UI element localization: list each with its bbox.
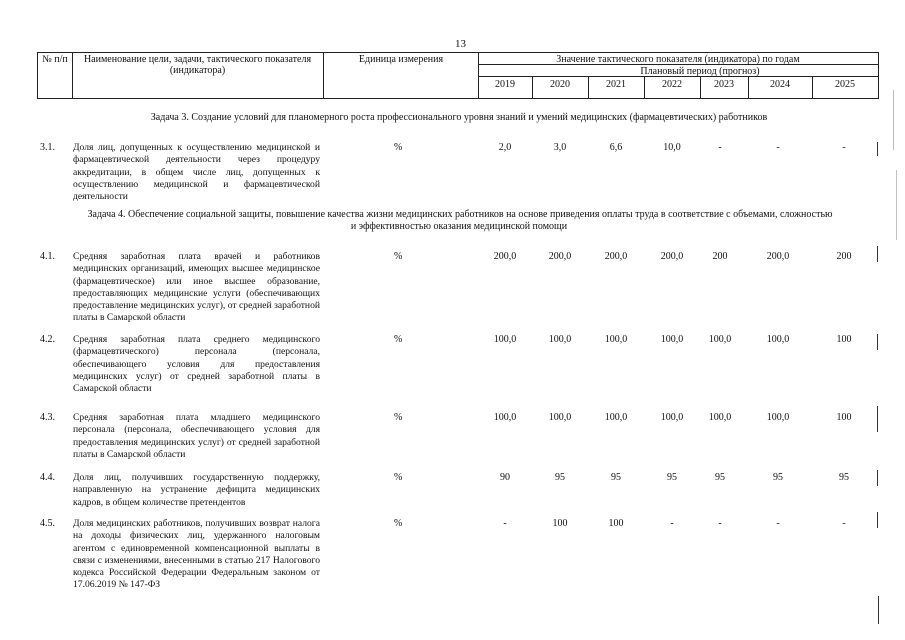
value-2023: - [718, 518, 722, 529]
year-2023: 2023 [714, 79, 734, 90]
value-2022: - [670, 518, 674, 529]
year-2024: 2024 [770, 79, 790, 90]
row-unit: % [394, 334, 403, 345]
value-2024: 95 [773, 472, 783, 483]
value-2023: - [718, 142, 722, 153]
header-values: Значение тактического показателя (индикатора) по годам [556, 54, 800, 65]
value-2023: 100,0 [708, 334, 732, 345]
row-unit: % [394, 251, 403, 262]
value-2019: 100,0 [493, 334, 517, 345]
value-2025: 100 [836, 412, 852, 423]
row-number: 4.4. [40, 472, 55, 483]
task-4-heading-line2: и эффективностью оказания медицинской помощи [350, 221, 568, 232]
year-2019: 2019 [495, 79, 515, 90]
row-indicator-name: Средняя заработная плата среднего медицинского (фармацевтического) персонала (персонала, обеспечивающего условия для предоставления медицинских услуг) от средней заработной платы в Самарской области [73, 334, 320, 395]
value-2019: - [503, 518, 507, 529]
header-unit: Единица измерения [358, 54, 444, 65]
row-indicator-name: Средняя заработная плата младшего медицинского персонала (персонала, обеспечивающего условия для предоставления медицинских услуг) от средней заработной платы в Самарской области [73, 412, 320, 460]
value-2020: 3,0 [553, 142, 567, 153]
task-4-heading-line1: Задача 4. Обеспечение социальной защиты, повышение качества жизни медицинских работников на основе приведения оплаты труда в соответствие с объемами, сложностью [87, 209, 833, 220]
value-2021: 100,0 [604, 412, 628, 423]
value-2024: - [776, 518, 780, 529]
header-num: № п/п [42, 54, 68, 65]
row-number: 4.2. [40, 334, 55, 345]
header-name: Наименование цели, задачи, тактического показателя (индикатора) [83, 54, 312, 76]
year-2020: 2020 [550, 79, 570, 90]
value-2025: - [842, 142, 846, 153]
value-2021: 100 [608, 518, 624, 529]
row-unit: % [394, 412, 403, 423]
value-2019: 90 [500, 472, 510, 483]
value-2022: 10,0 [663, 142, 681, 153]
value-2022: 100,0 [660, 412, 684, 423]
year-2025: 2025 [835, 79, 855, 90]
value-2025: - [842, 518, 846, 529]
value-2024: 100,0 [766, 334, 790, 345]
value-2019: 200,0 [493, 251, 517, 262]
value-2022: 200,0 [660, 251, 684, 262]
value-2022: 100,0 [660, 334, 684, 345]
row-indicator-name: Средняя заработная плата врачей и работников медицинских организаций, имеющих высшее медицинское (фармацевтическое) или иное высшее образование, предоставляющих медицинские услуги (обеспечивающих предоставление медицинских услуг), от средней заработной платы в Самарской области [73, 251, 320, 324]
row-indicator-name: Доля лиц, допущенных к осуществлению медицинской и фармацевтической деятельности через процедуру аккредитации, в общем числе лиц, допущенных к осуществлению медицинской и фармацевтической деятельности [73, 142, 320, 203]
year-2021: 2021 [606, 79, 626, 90]
task-3-heading: Задача 3. Создание условий для планомерного роста профессионального уровня знаний и умений медицинских (фармацевтических) работников [150, 112, 768, 123]
value-2025: 95 [839, 472, 849, 483]
value-2019: 2,0 [498, 142, 512, 153]
value-2024: 200,0 [766, 251, 790, 262]
value-2020: 100 [552, 518, 568, 529]
value-2024: - [776, 142, 780, 153]
value-2023: 95 [715, 472, 725, 483]
row-unit: % [394, 472, 403, 483]
value-2021: 95 [611, 472, 621, 483]
value-2025: 100 [836, 334, 852, 345]
value-2023: 200 [712, 251, 728, 262]
value-2025: 200 [836, 251, 852, 262]
value-2021: 6,6 [609, 142, 623, 153]
value-2020: 95 [555, 472, 565, 483]
row-indicator-name: Доля лиц, получивших государственную поддержку, направленную на устранение дефицита медицинских кадров, в общем количестве претендентов [73, 472, 320, 508]
value-2021: 200,0 [604, 251, 628, 262]
value-2023: 100,0 [708, 412, 732, 423]
year-2022: 2022 [662, 79, 682, 90]
row-number: 4.3. [40, 412, 55, 423]
value-2019: 100,0 [493, 412, 517, 423]
row-unit: % [394, 142, 403, 153]
header-plan-period: Плановый период (прогноз) [640, 66, 760, 77]
value-2020: 200,0 [548, 251, 572, 262]
row-indicator-name: Доля медицинских работников, получивших возврат налога на доходы физических лиц, удержанного налоговым агентом с единовременной компенсационной выплаты в связи с изменениями, внесенными в статью 217 Налогового кодекса Российской Федерации Федеральным законом от 17.06.2019 № 147-ФЗ [73, 518, 320, 591]
row-number: 4.1. [40, 251, 55, 262]
value-2022: 95 [667, 472, 677, 483]
value-2020: 100,0 [548, 334, 572, 345]
row-number: 4.5. [40, 518, 55, 529]
row-unit: % [394, 518, 403, 529]
page-number: 13 [455, 38, 466, 50]
value-2020: 100,0 [548, 412, 572, 423]
value-2021: 100,0 [604, 334, 628, 345]
row-number: 3.1. [40, 142, 55, 153]
value-2024: 100,0 [766, 412, 790, 423]
